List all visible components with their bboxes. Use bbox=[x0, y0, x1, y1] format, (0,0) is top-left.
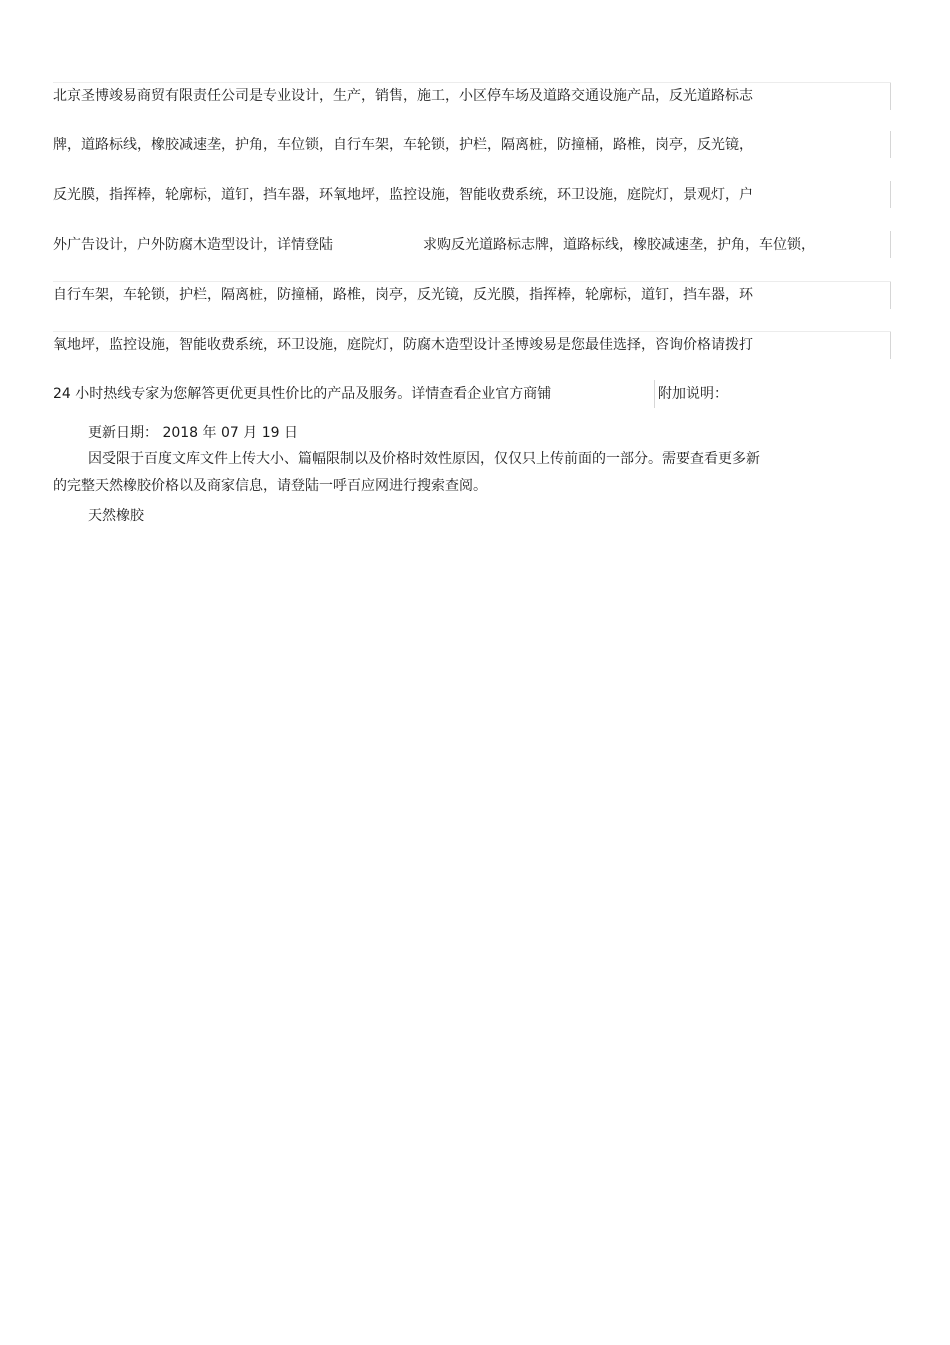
table-row-divider bbox=[53, 281, 891, 282]
table-border-right bbox=[890, 231, 891, 258]
table-cell-divider bbox=[654, 380, 655, 408]
update-date: 更新日期： 2018 年 07 月 19 日 bbox=[88, 425, 298, 441]
table-border-right bbox=[890, 131, 891, 158]
table-cell-text: 牌，道路标线，橡胶减速垄，护角，车位锁，自行车架，车轮锁，护栏，隔离桩，防撞桶，路椎，岗亭，反光镜， bbox=[53, 137, 753, 153]
table-cell-text: 氧地坪，监控设施，智能收费系统，环卫设施，庭院灯，防腐木造型设计圣博竣易是您最佳选择，咨询价格请拨打 bbox=[53, 337, 753, 353]
table-border-right bbox=[890, 282, 891, 309]
table-cell-text: 自行车架，车轮锁，护栏，隔离桩，防撞桶，路椎，岗亭，反光镜，反光膜，指挥棒，轮廓标，道钉，挡车器，环 bbox=[53, 287, 753, 303]
table-row-divider bbox=[53, 331, 891, 332]
table-border-top bbox=[53, 82, 891, 83]
notice-paragraph-line: 因受限于百度文库文件上传大小、篇幅限制以及价格时效性原因，仅仅只上传前面的一部分。需要查看更多新 bbox=[88, 451, 760, 467]
table-cell-text: 外广告设计，户外防腐木造型设计，详情登陆 bbox=[53, 237, 333, 253]
notice-paragraph-line: 的完整天然橡胶价格以及商家信息，请登陆一呼百应网进行搜索查阅。 bbox=[53, 478, 487, 494]
table-cell-text: 反光膜，指挥棒，轮廓标，道钉，挡车器，环氧地坪，监控设施，智能收费系统，环卫设施，庭院灯，景观灯，户 bbox=[53, 187, 753, 203]
table-cell-text: 北京圣博竣易商贸有限责任公司是专业设计，生产，销售，施工，小区停车场及道路交通设施产品，反光道路标志 bbox=[53, 88, 753, 104]
table-border-right bbox=[890, 332, 891, 359]
table-border-right bbox=[890, 83, 891, 110]
table-border-right bbox=[890, 181, 891, 208]
table-cell-text: 24 小时热线专家为您解答更优更具性价比的产品及服务。详情查看企业官方商铺 bbox=[53, 386, 552, 402]
table-cell-text: 求购反光道路标志牌，道路标线，橡胶减速垄，护角，车位锁， bbox=[423, 237, 815, 253]
footer-keyword: 天然橡胶 bbox=[88, 508, 144, 524]
additional-note-label: 附加说明： bbox=[658, 386, 728, 402]
